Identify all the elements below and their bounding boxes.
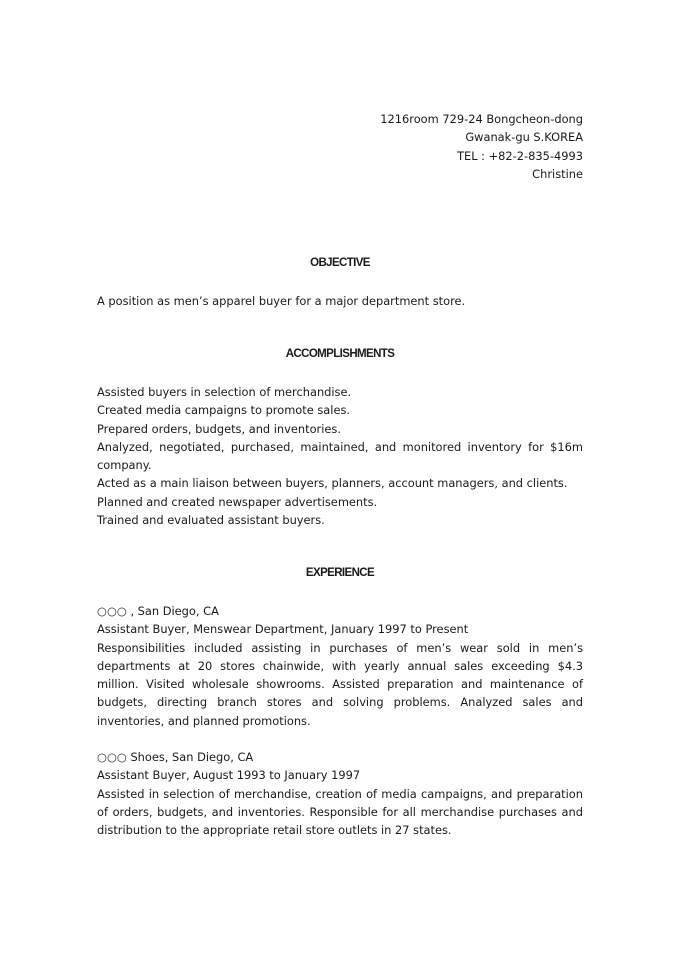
accomplishments-heading: ACCOMPLISHMENTS xyxy=(285,348,395,360)
list-item: Acted as a main liaison between buyers, planners, account managers, and clients. xyxy=(97,476,568,491)
list-item: Planned and created newspaper advertisements. xyxy=(97,494,378,509)
experience-heading: EXPERIENCE xyxy=(305,567,375,579)
list-item: Analyzed, negotiated, purchased, maintained, and monitored inventory for $16m company. xyxy=(97,439,583,473)
job-description: Assisted in selection of merchandise, creation of media campaigns, and preparation of orders, budgets, and inventories. Responsible for all merchandise purchases and distribution to the appropriate retail store outlets in 27 states. xyxy=(97,786,583,838)
list-item: Assisted buyers in selection of merchandise. xyxy=(97,385,352,399)
job-entry xyxy=(97,602,583,730)
list-item: Trained and evaluated assistant buyers. xyxy=(97,513,325,528)
job-description: Responsibilities included assisting in purchases of men’s wear sold in men’s departments at 20 stores chainwide, with yearly annual sales exceeding $4.3 million. Visited wholesale showrooms. Assisted preparation and maintenance of budgets, directing branch stores and solving problems. Analyzed sales and inventories, and planned promotions. xyxy=(97,640,583,728)
job-entry xyxy=(97,748,583,839)
job-title: Assistant Buyer, Menswear Department, January 1997 to Present xyxy=(97,622,469,637)
job-title: Assistant Buyer, August 1993 to January 1997 xyxy=(97,768,361,783)
accomplishments-list xyxy=(97,383,583,529)
contact-block xyxy=(380,110,583,183)
objective-text xyxy=(97,292,583,310)
address-line-1: 1216room 729-24 Bongcheon-dong xyxy=(380,112,583,126)
job-employer: ○○○ Shoes, San Diego, CA xyxy=(97,750,254,764)
applicant-name: Christine xyxy=(532,166,583,181)
objective-statement: A position as men’s apparel buyer for a major department store. xyxy=(97,294,466,308)
objective-heading: OBJECTIVE xyxy=(310,257,370,269)
list-item: Created media campaigns to promote sales. xyxy=(97,403,351,418)
list-item: Prepared orders, budgets, and inventories. xyxy=(97,421,341,436)
job-employer: ○○○ , San Diego, CA xyxy=(97,604,219,618)
address-line-2: Gwanak-gu S.KOREA xyxy=(465,130,583,145)
phone-number: TEL : +82-2-835-4993 xyxy=(457,148,583,163)
